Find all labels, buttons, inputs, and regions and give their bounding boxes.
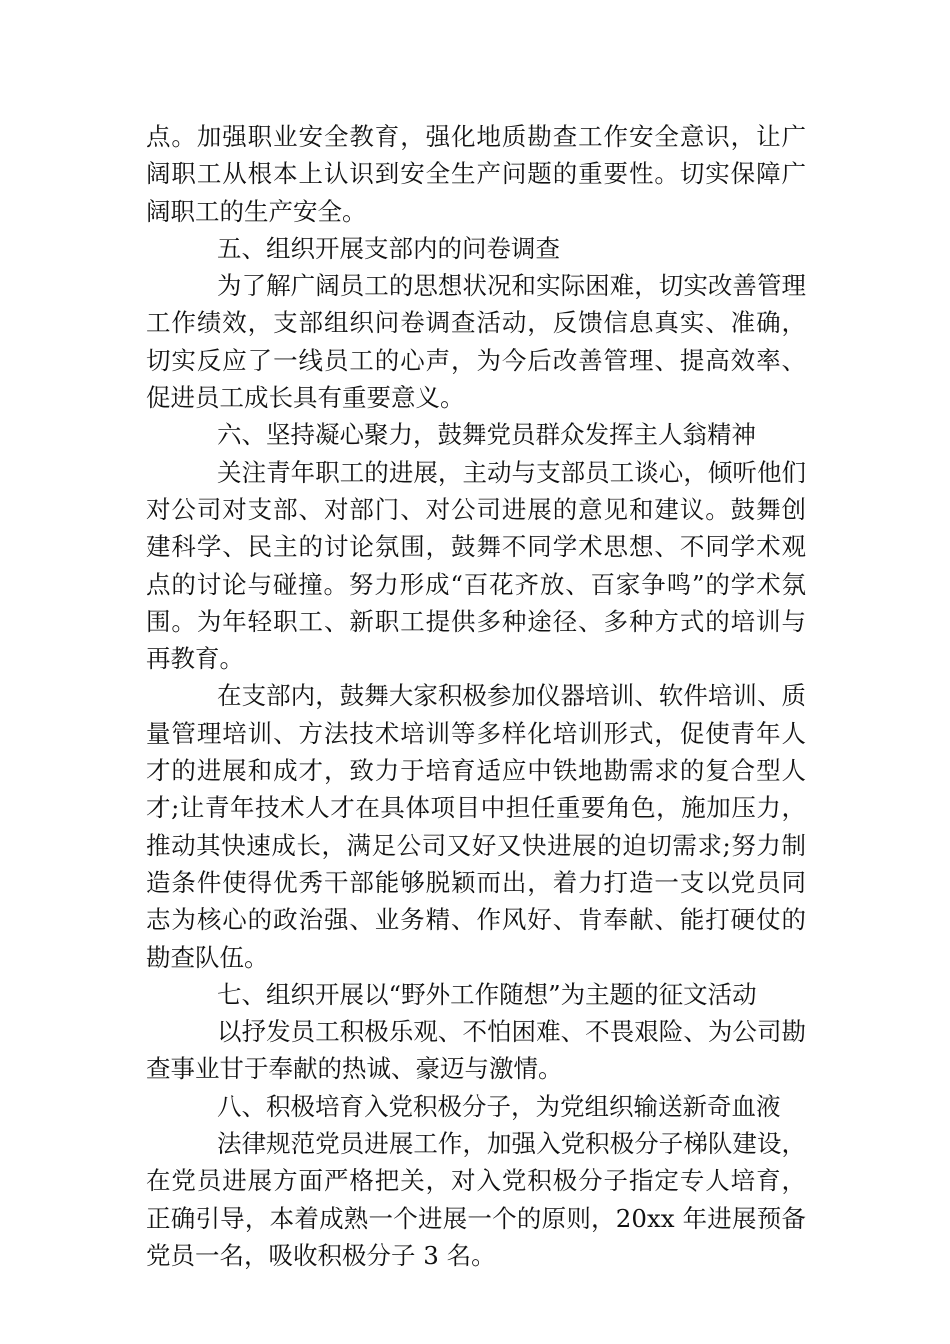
section-heading: 八、积极培育入党积极分子，为党组织输送新奇血液 xyxy=(217,1091,781,1121)
body-paragraph: 法律规范党员进展工作，加强入党积极分子梯队建设，在党员进展方面严格把关，对入党积极分子指定专人培育，正确引导，本着成熟一个进展一个的原则，20xx 年进展预备党员一名，吸收积极分子 3 名。 xyxy=(146,1129,806,1270)
section-heading: 五、组织开展支部内的问卷调查 xyxy=(217,233,561,263)
body-paragraph: 为了解广阔员工的思想状况和实际困难，切实改善管理工作绩效，支部组织问卷调查活动，反馈信息真实、准确，切实反应了一线员工的心声，为今后改善管理、提高效率、促进员工成长具有重要意义。 xyxy=(146,271,806,413)
body-paragraph: 点。加强职业安全教育，强化地质勘查工作安全意识，让广阔职工从根本上认识到安全生产问题的重要性。切实保障广阔职工的生产安全。 xyxy=(146,122,806,226)
body-paragraph: 关注青年职工的进展，主动与支部员工谈心，倾听他们对公司对支部、对部门、对公司进展的意见和建议。鼓舞创建科学、民主的讨论氛围，鼓舞不同学术思想、不同学术观点的讨论与碰撞。努力形成“百花齐放、百家争鸣”的学术氛围。为年轻职工、新职工提供多种途径、多种方式的培训与再教育。 xyxy=(146,457,806,674)
document-page xyxy=(146,118,806,1274)
section-heading: 七、组织开展以“野外工作随想”为主题的征文活动 xyxy=(217,979,757,1009)
body-paragraph: 在支部内，鼓舞大家积极参加仪器培训、软件培训、质量管理培训、方法技术培训等多样化培训形式，促使青年人才的进展和成才，致力于培育适应中铁地勘需求的复合型人才;让青年技术人才在具体项目中担任重要角色，施加压力，推动其快速成长，满足公司又好又快进展的迫切需求;努力制造条件使得优秀干部能够脱颖而出，着力打造一支以党员同志为核心的政治强、业务精、作风好、肯奉献、能打硬仗的勘查队伍。 xyxy=(146,681,806,972)
section-heading: 六、坚持凝心聚力，鼓舞党员群众发挥主人翁精神 xyxy=(217,420,757,450)
body-paragraph: 以抒发员工积极乐观、不怕困难、不畏艰险、为公司勘查事业甘于奉献的热诚、豪迈与激情。 xyxy=(146,1017,806,1084)
